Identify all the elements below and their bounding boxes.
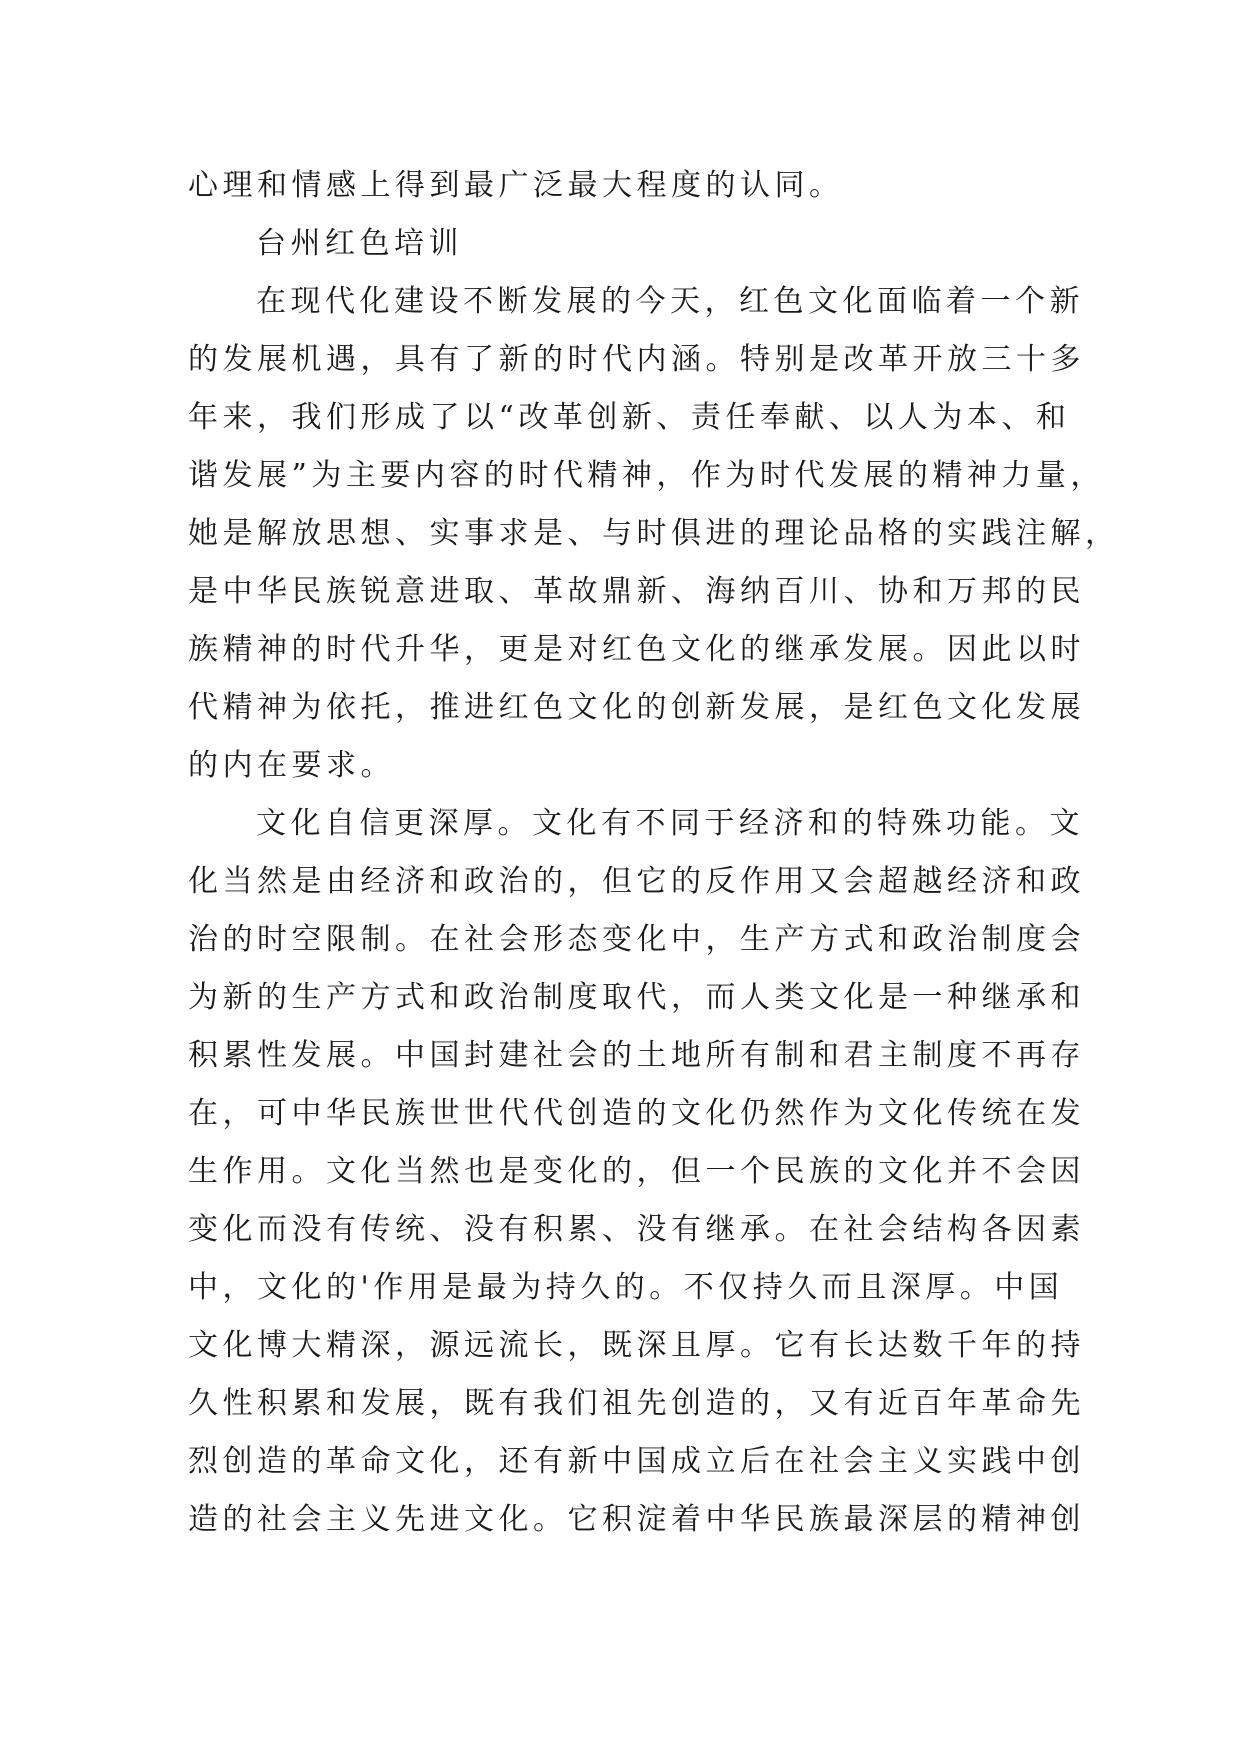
text-line: 文化自信更深厚。文化有不同于经济和的特殊功能。文 [256, 806, 1084, 841]
text-line: 变化而没有传统、没有积累、没有继承。在社会结构各因素 [188, 1212, 1085, 1247]
text-line: 是中华民族锐意进取、革故鼎新、海纳百川、协和万邦的民 [188, 574, 1085, 609]
paragraph [188, 215, 1058, 273]
text-line: 代精神为依托，推进红色文化的创新发展，是红色文化发展 [188, 690, 1085, 725]
text-line: 生作用。文化当然也是变化的，但一个民族的文化并不会因 [188, 1154, 1085, 1189]
text-line: 台州红色培训 [256, 226, 463, 261]
text-line: 心理和情感上得到最广泛最大程度的认同。 [188, 168, 844, 203]
paragraph [188, 157, 1058, 215]
text-line: 文化博大精深，源远流长，既深且厚。它有长达数千年的持 [188, 1328, 1085, 1363]
document-body [188, 157, 1120, 1549]
text-line: 造的社会主义先进文化。它积淀着中华民族最深层的精神创 [188, 1502, 1085, 1537]
text-line: 久性积累和发展，既有我们祖先创造的，又有近百年革命先 [188, 1386, 1085, 1421]
text-line: 化当然是由经济和政治的，但它的反作用又会超越经济和政 [188, 864, 1085, 899]
paragraph [188, 273, 1120, 795]
paragraph [188, 795, 1085, 1549]
text-line: 在现代化建设不断发展的今天，红色文化面临着一个新 [256, 284, 1084, 319]
text-line: 族精神的时代升华，更是对红色文化的继承发展。因此以时 [188, 632, 1085, 667]
text-line: 烈创造的革命文化，还有新中国成立后在社会主义实践中创 [188, 1444, 1085, 1479]
text-line: 治的时空限制。在社会形态变化中，生产方式和政治制度会 [188, 922, 1085, 957]
text-line: 为新的生产方式和政治制度取代，而人类文化是一种继承和 [188, 980, 1085, 1015]
text-line: 年来，我们形成了以“改革创新、责任奉献、以人为本、和 [188, 400, 1071, 435]
text-line: 她是解放思想、实事求是、与时俱进的理论品格的实践注解， [188, 516, 1120, 551]
text-line: 的内在要求。 [188, 748, 395, 783]
text-line: 谐发展”为主要内容的时代精神，作为时代发展的精神力量， [188, 458, 1105, 493]
text-line: 中，文化的'作用是最为持久的。不仅持久而且深厚。中国 [188, 1270, 1064, 1305]
text-line: 积累性发展。中国封建社会的土地所有制和君主制度不再存 [188, 1038, 1085, 1073]
text-line: 的发展机遇，具有了新的时代内涵。特别是改革开放三十多 [188, 342, 1085, 377]
text-line: 在，可中华民族世世代代创造的文化仍然作为文化传统在发 [188, 1096, 1085, 1131]
